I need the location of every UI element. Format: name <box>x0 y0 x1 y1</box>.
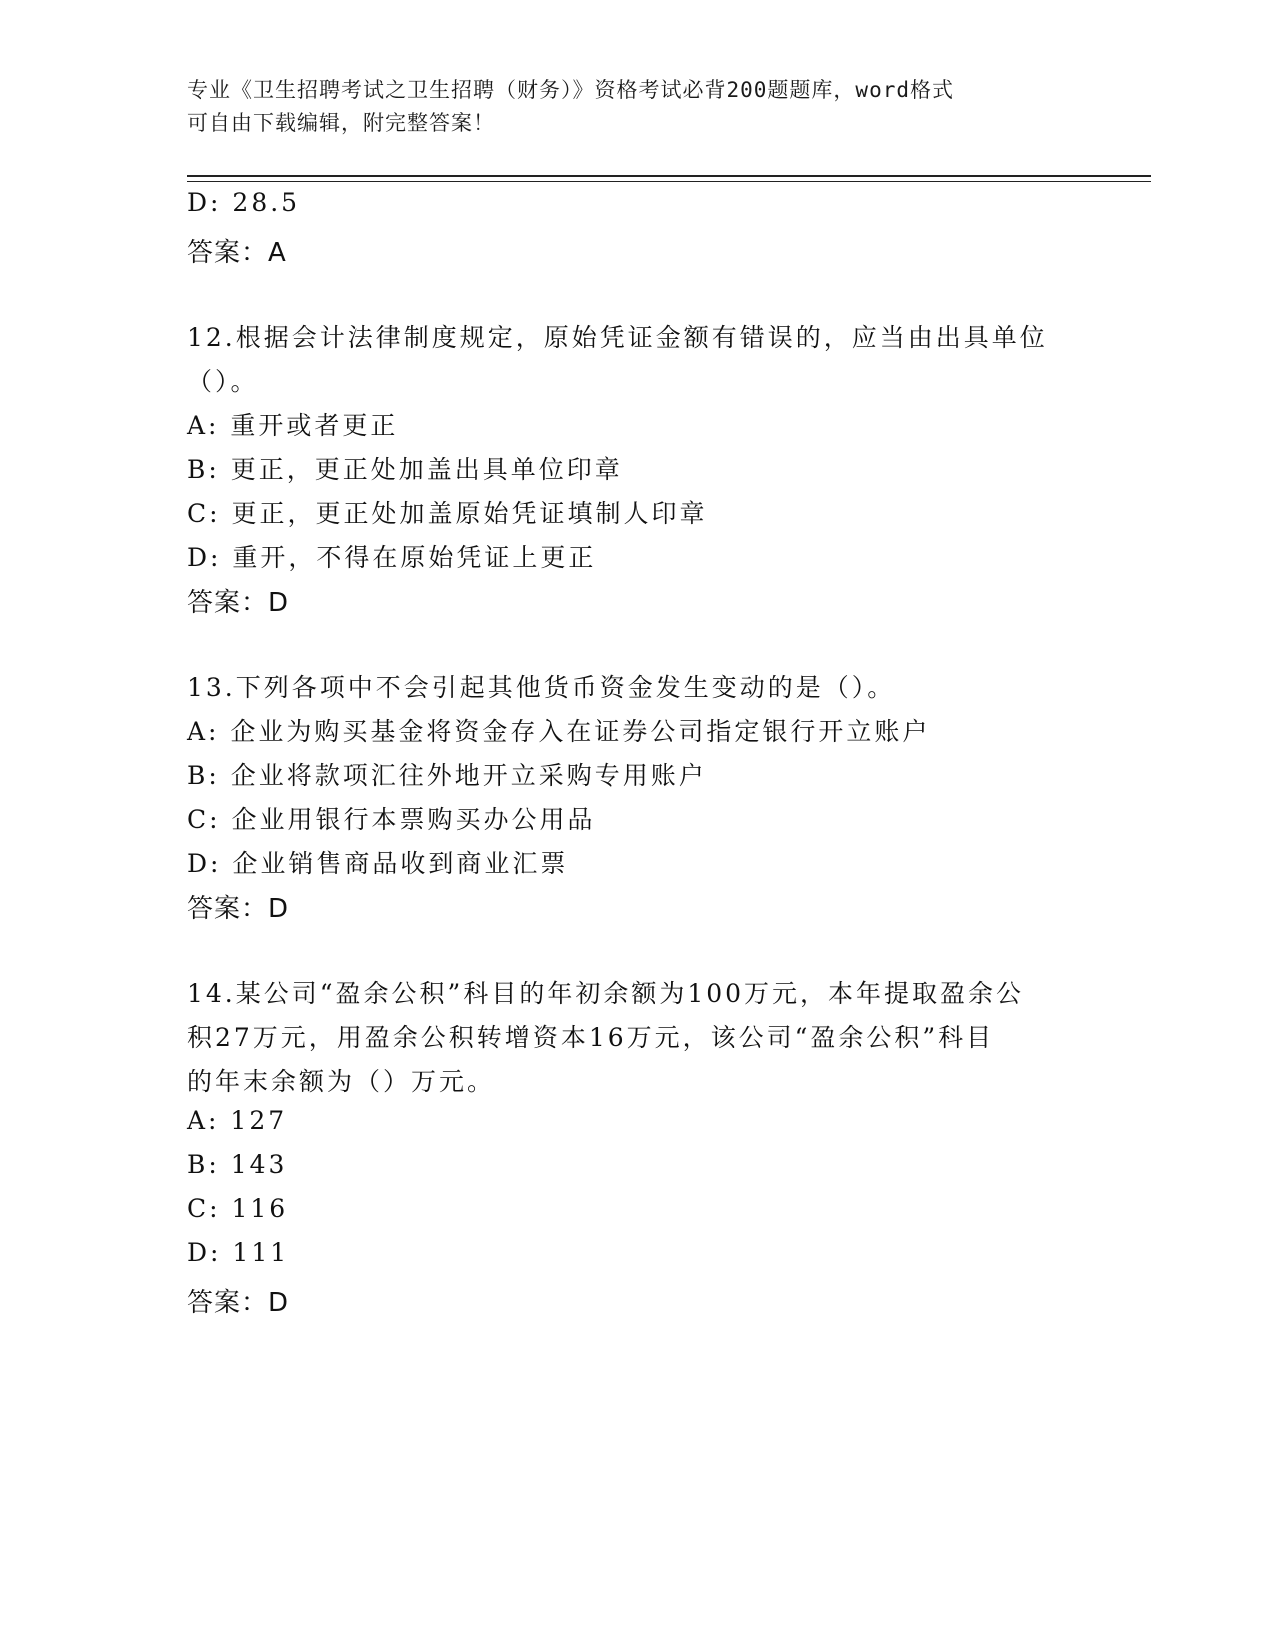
q12-stem-line-2: （）。 <box>187 367 259 396</box>
header-rule-thick <box>187 175 1151 177</box>
q13-option-c: C: 企业用银行本票购买办公用品 <box>187 805 596 834</box>
header-rule-thin <box>187 181 1151 182</box>
q12-option-c: C: 更正，更正处加盖原始凭证填制人印章 <box>187 499 708 528</box>
q14-option-d: D: 111 <box>187 1238 290 1267</box>
q13-option-d: D: 企业销售商品收到商业汇票 <box>187 849 569 878</box>
q11-answer: 答案：A <box>187 238 287 268</box>
q14-stem-line-3: 的年末余额为（）万元。 <box>187 1067 496 1096</box>
q12-option-a: A: 重开或者更正 <box>187 411 399 440</box>
header-line-2: 可自由下载编辑，附完整答案！ <box>187 111 495 135</box>
q14-option-b: B: 143 <box>187 1150 288 1179</box>
q14-option-c: C: 116 <box>187 1194 289 1223</box>
q12-option-d: D: 重开，不得在原始凭证上更正 <box>187 543 597 572</box>
q11-option-d: D: 28.5 <box>187 188 301 217</box>
q13-answer: 答案：D <box>187 894 290 924</box>
header-line-1: 专业《卫生招聘考试之卫生招聘（财务）》资格考试必背200题题库，word格式 <box>187 78 954 102</box>
page-header <box>187 74 1087 140</box>
q14-stem-line-1: 14.某公司“盈余公积”科目的年初余额为100万元，本年提取盈余公 <box>187 979 1025 1008</box>
q12-option-b: B: 更正，更正处加盖出具单位印章 <box>187 455 623 484</box>
q14-answer: 答案：D <box>187 1288 290 1318</box>
q13-option-a: A: 企业为购买基金将资金存入在证券公司指定银行开立账户 <box>187 717 931 746</box>
q13-stem: 13.下列各项中不会引起其他货币资金发生变动的是（）。 <box>187 673 896 702</box>
q12-stem-line-1: 12.根据会计法律制度规定，原始凭证金额有错误的，应当由出具单位 <box>187 323 1048 352</box>
q12-answer: 答案：D <box>187 588 290 618</box>
q14-stem-line-2: 积27万元，用盈余公积转增资本16万元，该公司“盈余公积”科目 <box>187 1023 995 1052</box>
q13-option-b: B: 企业将款项汇往外地开立采购专用账户 <box>187 761 707 790</box>
q14-option-a: A: 127 <box>187 1106 288 1135</box>
